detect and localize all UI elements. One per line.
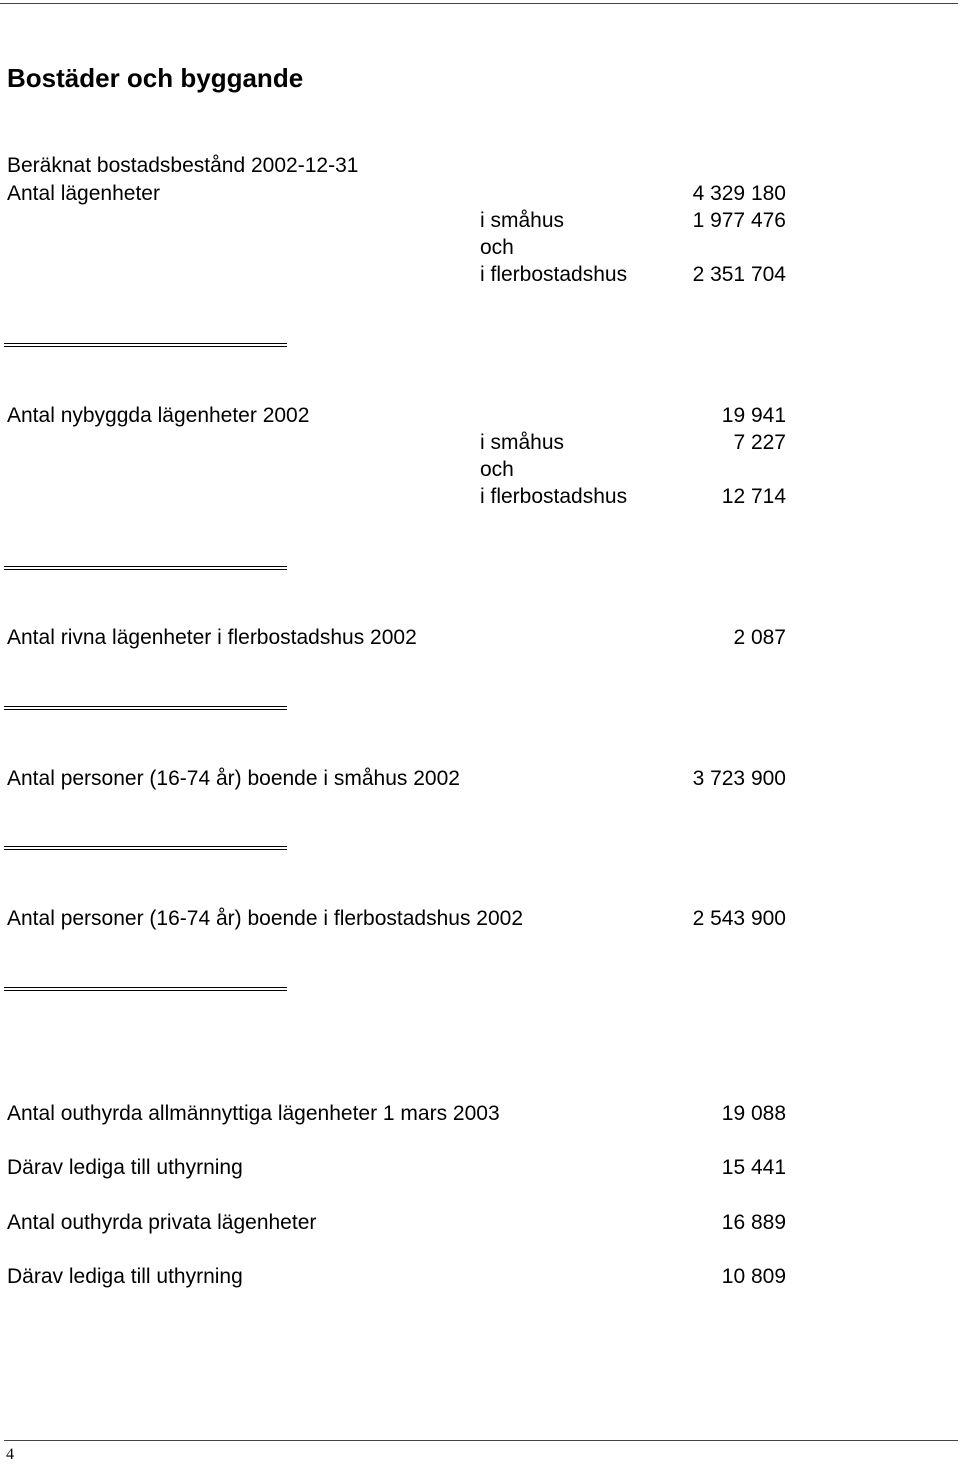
- newbuilt-sub1-value: 7 227: [733, 431, 786, 454]
- stock-sub2-label: i flerbostadshus: [480, 263, 628, 286]
- rental-label: Därav lediga till uthyrning: [7, 1156, 243, 1179]
- section-divider: [4, 846, 287, 850]
- section-divider: [4, 343, 287, 347]
- persons-flerbostadshus-value: 2 543 900: [692, 907, 786, 930]
- section-divider: [4, 706, 287, 710]
- page-number: 4: [6, 1446, 14, 1463]
- stock-sub1-value: 1 977 476: [692, 209, 786, 232]
- rental-label: Därav lediga till uthyrning: [7, 1265, 243, 1288]
- newbuilt-sub2-label: i flerbostadshus: [480, 485, 628, 508]
- persons-smahus-value: 3 723 900: [692, 767, 786, 790]
- section-divider: [4, 987, 287, 991]
- stock-total: 4 329 180: [692, 182, 786, 205]
- stock-heading: Beräknat bostadsbestånd 2002-12-31: [7, 154, 359, 177]
- rental-value: 19 088: [721, 1102, 786, 1125]
- rental-value: 16 889: [721, 1211, 786, 1234]
- rental-value: 10 809: [721, 1265, 786, 1288]
- top-rule: [0, 3, 958, 4]
- rental-label: Antal outhyrda privata lägenheter: [7, 1211, 317, 1234]
- demolished-label: Antal rivna lägenheter i flerbostadshus 2002: [7, 626, 417, 649]
- newbuilt-sub2-value: 12 714: [721, 485, 786, 508]
- persons-smahus-label: Antal personer (16-74 år) boende i småhus 2002: [7, 767, 460, 790]
- newbuilt-och: och: [480, 458, 514, 481]
- stock-och: och: [480, 236, 514, 259]
- rental-label: Antal outhyrda allmännyttiga lägenheter 1 mars 2003: [7, 1102, 500, 1125]
- rental-value: 15 441: [721, 1156, 786, 1179]
- stock-label: Antal lägenheter: [7, 182, 160, 205]
- newbuilt-label: Antal nybyggda lägenheter 2002: [7, 404, 310, 427]
- section-divider: [4, 566, 287, 570]
- newbuilt-total: 19 941: [721, 404, 786, 427]
- footer-rule: [4, 1440, 958, 1441]
- stock-sub2-value: 2 351 704: [692, 263, 786, 286]
- persons-flerbostadshus-label: Antal personer (16-74 år) boende i flerbostadshus 2002: [7, 907, 523, 930]
- newbuilt-sub1-label: i småhus: [480, 431, 565, 454]
- demolished-value: 2 087: [733, 626, 786, 649]
- page-title: Bostäder och byggande: [7, 63, 304, 93]
- stock-sub1-label: i småhus: [480, 209, 565, 232]
